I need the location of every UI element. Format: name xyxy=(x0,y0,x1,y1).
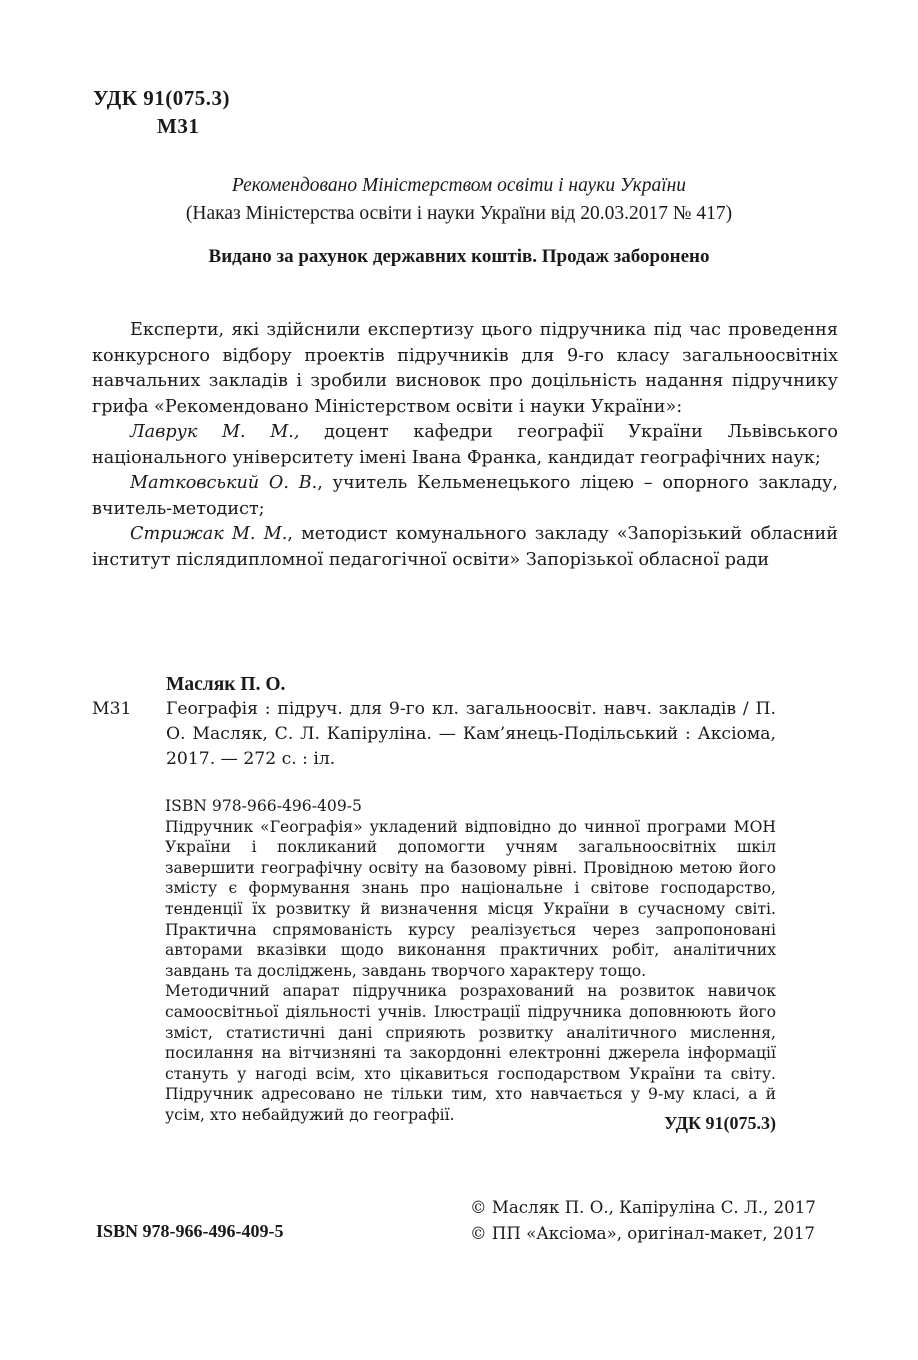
copyright-authors: © Масляк П. О., Капіруліна С. Л., 2017 xyxy=(470,1198,816,1217)
order-reference: (Наказ Міністерства освіти і науки України від 20.03.2017 № 417) xyxy=(185,203,733,224)
expert-entry xyxy=(92,471,838,522)
author-mark-code: М31 xyxy=(157,114,200,138)
expert-entry xyxy=(92,522,838,573)
expert-name: Матковський О. В. xyxy=(130,473,318,493)
expert-description: доцент кафедри географії України Львівського національного університету імені Івана Франка, кандидат географічних наук; xyxy=(92,422,838,468)
expert-description: , методист комунального закладу «Запорізький обласний інститут післядипломної педагогічної освіти» Запорізької обласної ради xyxy=(92,524,838,570)
udk-footer: УДК 91(075.3) xyxy=(664,1113,776,1133)
udk-header xyxy=(93,84,230,140)
bib-author-mark: М31 xyxy=(92,699,132,719)
expert-entry xyxy=(92,420,838,471)
bib-entry: Географія : підруч. для 9-го кл. загальноосвіт. навч. закладів / П. О. Масляк, С. Л. Капіруліна. — Кам’янець-Подільський : Аксіома, 2017. — 272 с. : іл. xyxy=(166,699,776,769)
recommendation-line: Рекомендовано Міністерством освіти і науки України xyxy=(231,175,687,196)
udk-code: УДК 91(075.3) xyxy=(93,86,230,110)
isbn-footer: ISBN 978-966-496-409-5 xyxy=(96,1221,284,1241)
bib-entry-row xyxy=(92,697,776,772)
annotation-isbn: ISBN 978-966-496-409-5 xyxy=(165,797,362,815)
annotation-paragraph: Підручник «Географія» укладений відповідно до чинної програми МОН України і покликаний допомогти учням загальноосвітніх шкіл завершити географічну освіту на базовому рівні. Провідною метою його змісту є формування знань про національне і світове господарство, тенденції їх розвитку й визначення місця України в сучасному світі. Практична спрямованість курсу реалізується через запропоновані авторами вказівки щодо виконання практичних робіт, аналітичних завдань та досліджень, завдань творчого характеру тощо. xyxy=(165,817,776,980)
ministry-recommendation xyxy=(0,172,918,228)
copyright-block xyxy=(470,1195,816,1247)
expert-name: Стрижак М. М. xyxy=(130,524,288,544)
experts-intro: Експерти, які здійснили експертизу цього підручника під час проведення конкурсного відбору проектів підручників для 9-го класу загальноосвітніх навчальних закладів і зробили висновок про доцільність надання підручнику грифа «Рекомендовано Міністерством освіти і науки України»: xyxy=(92,320,838,417)
annotation xyxy=(165,796,776,1126)
experts-section xyxy=(92,318,838,573)
expert-description: , учитель Кельменецького ліцею – опорного закладу, вчитель-методист; xyxy=(92,473,838,519)
funded-notice: Видано за рахунок державних коштів. Продаж заборонено xyxy=(208,246,710,267)
bibliographic-record xyxy=(92,672,776,772)
expert-name: Лаврук М. М., xyxy=(130,422,300,442)
annotation-paragraph: Методичний апарат підручника розрахований на розвиток навичок самоосвітньої діяльності учнів. Ілюстрації підручника доповнюють його зміст, статистичні дані сприяють розвитку аналітичного мислення, посилання на вітчизняні та закордонні електронні джерела інформації стануть у нагоді всім, хто цікавиться господарством України та світу. Підручник адресовано не тільки тим, хто навчається у 9-му класі, а й усім, хто небайдужий до географії. xyxy=(165,982,776,1124)
bib-author: Масляк П. О. xyxy=(166,674,286,695)
copyright-publisher: © ПП «Аксіома», оригінал-макет, 2017 xyxy=(470,1224,815,1243)
